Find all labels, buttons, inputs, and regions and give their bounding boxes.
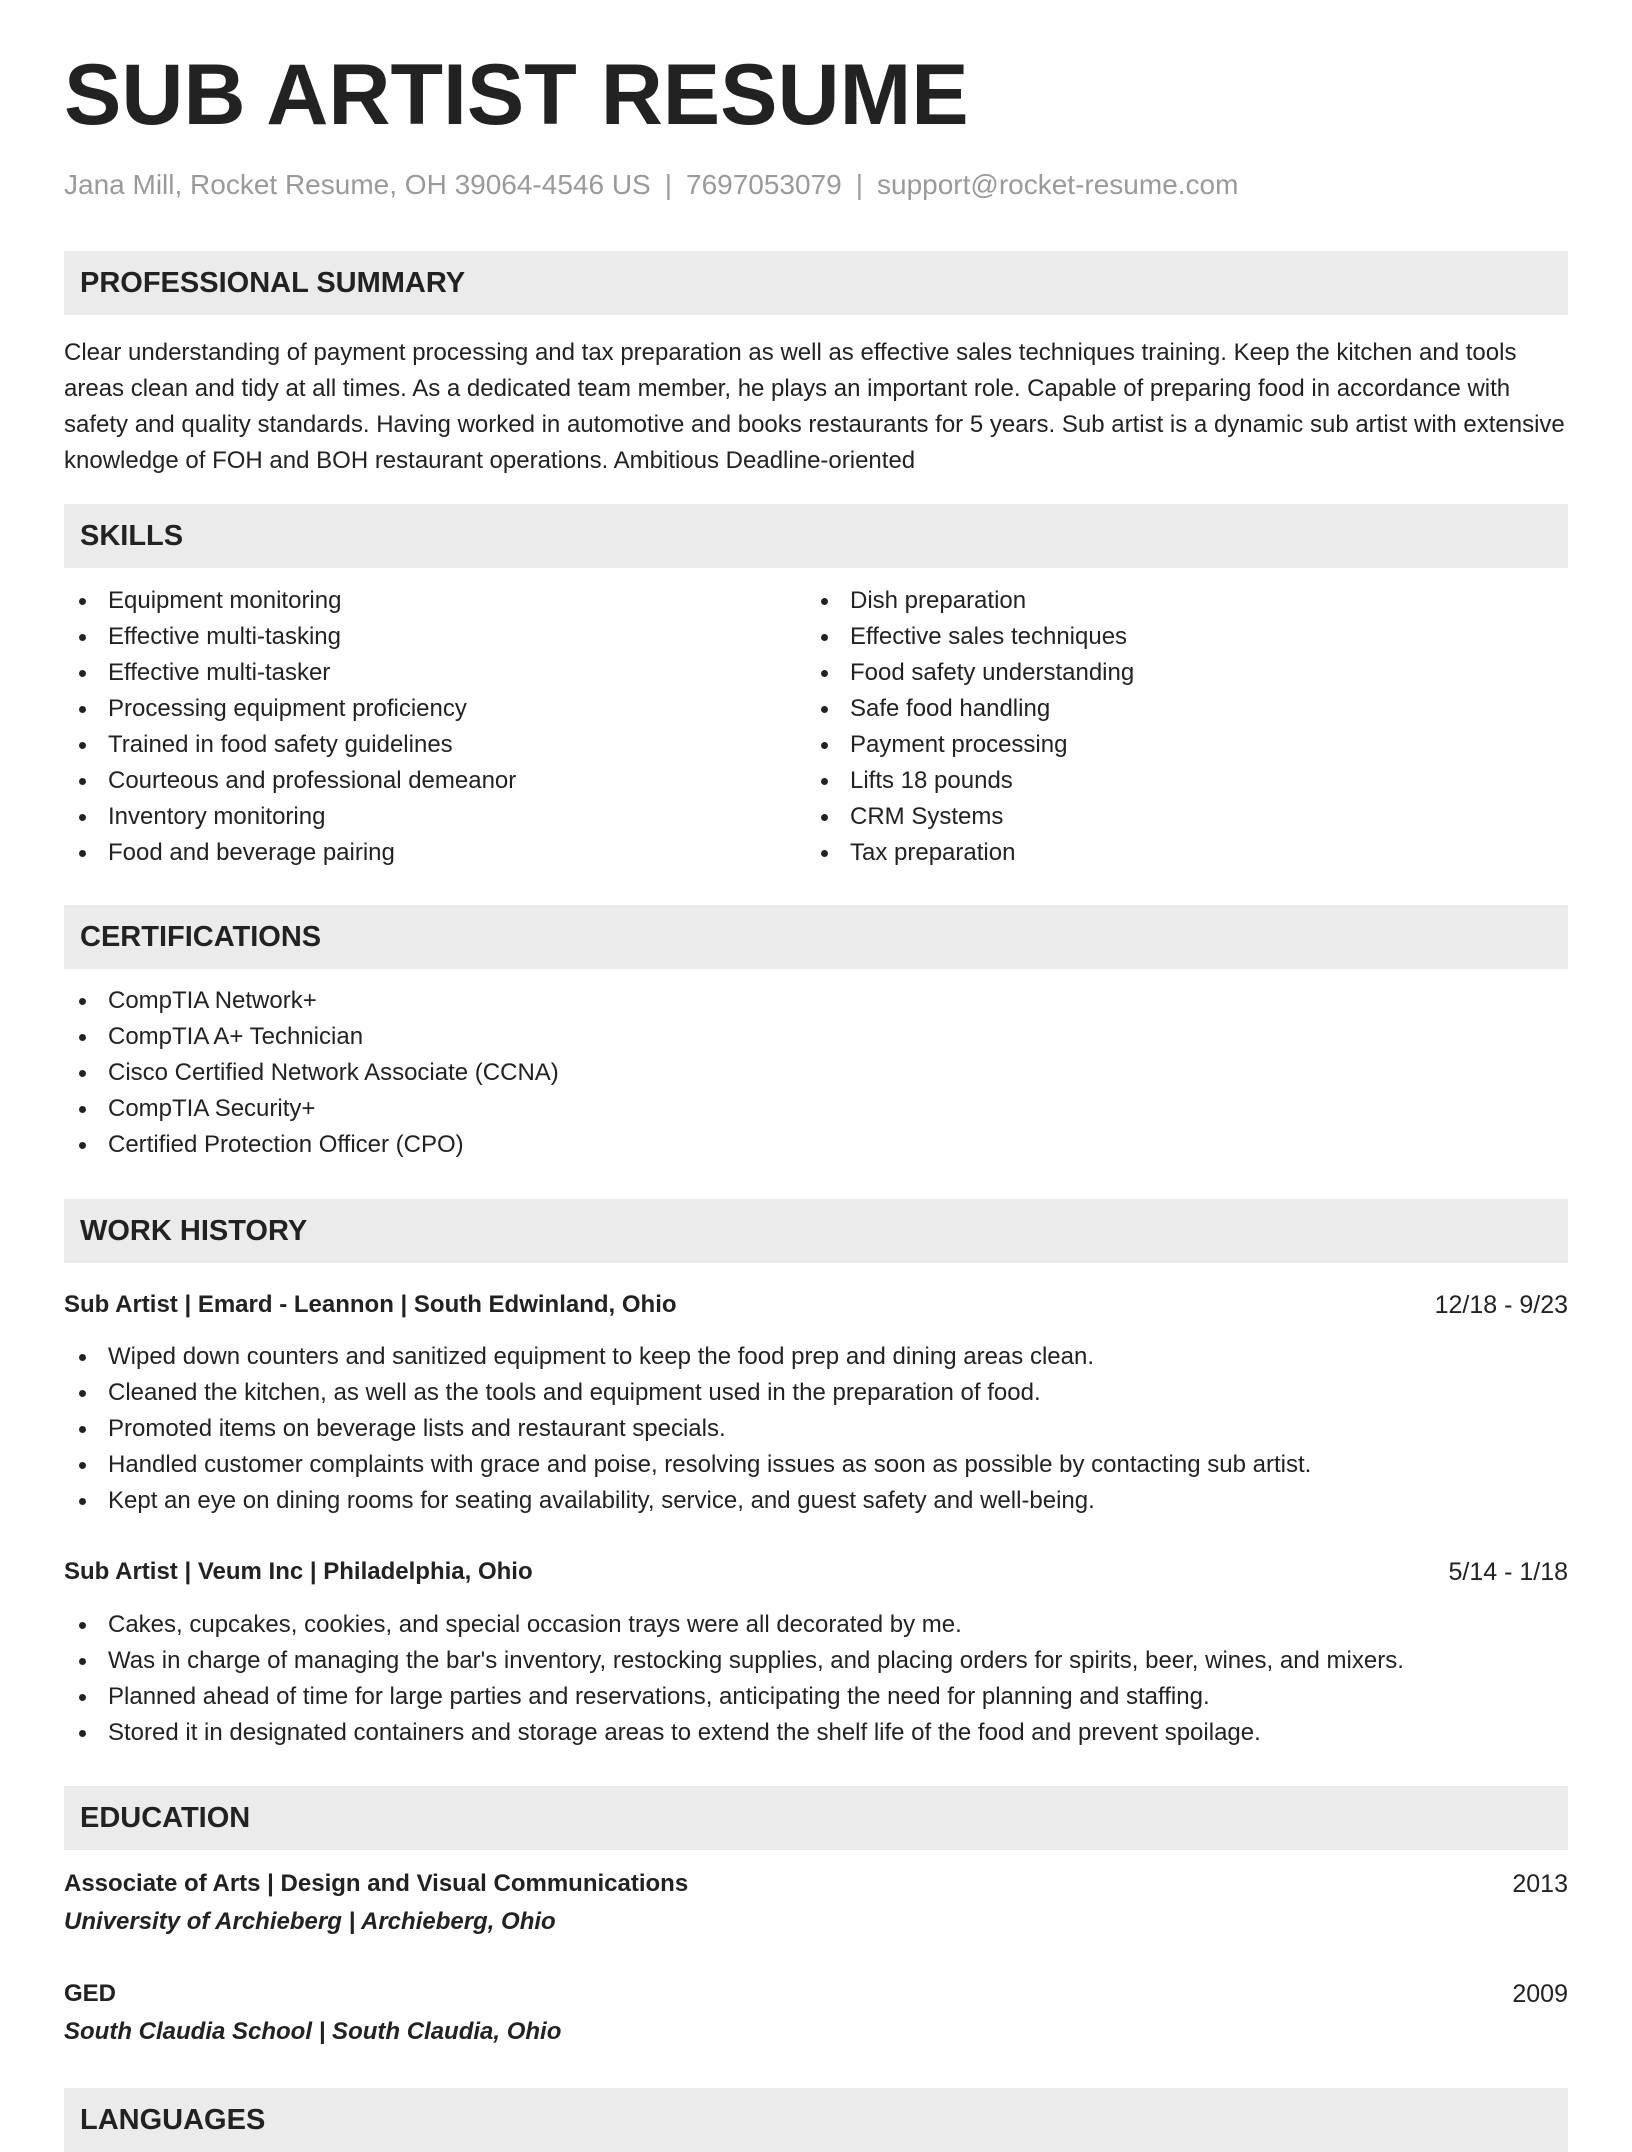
job-bullets: [64, 1607, 1568, 1751]
list-item: Safe food handling: [806, 691, 1546, 727]
education-degree: Associate of Arts | Design and Visual Communications: [64, 1870, 689, 1897]
contact-phone: 7697053079: [686, 169, 842, 200]
education-school: University of Archieberg | Archieberg, Ohio: [64, 1908, 556, 1935]
education-degree: GED: [64, 1980, 117, 2007]
list-item: Food safety understanding: [806, 655, 1546, 691]
list-item: Effective sales techniques: [806, 619, 1546, 655]
summary-text: Clear understanding of payment processing and tax preparation as well as effective sales techniques training. Keep the kitchen and tools areas clean and tidy at all times. As a dedicated team member, he plays an important role. Capable of preparing food in accordance with safety and quality standards. Having worked in automotive and books restaurants for 5 years. Sub artist is a dynamic sub artist with extensive knowledge of FOH and BOH restaurant operations. Ambitious Deadline-oriented: [64, 339, 1565, 474]
list-item: Stored it in designated containers and storage areas to extend the shelf life of the food and prevent spoilage.: [64, 1715, 1568, 1751]
list-item: Certified Protection Officer (CPO): [64, 1127, 1568, 1163]
job-dates: 5/14 - 1/18: [1448, 1558, 1568, 1586]
job-title: Sub Artist | Veum Inc | Philadelphia, Ohio: [64, 1558, 533, 1585]
job-header: [64, 1554, 1568, 1590]
job-bullets: [64, 1339, 1568, 1519]
summary-heading: PROFESSIONAL SUMMARY: [64, 251, 1568, 315]
education-heading: EDUCATION: [64, 1786, 1568, 1850]
list-item: Cakes, cupcakes, cookies, and special occasion trays were all decorated by me.: [64, 1607, 1568, 1643]
list-item: CompTIA Security+: [64, 1091, 1568, 1127]
contact-separator: |: [664, 169, 672, 200]
list-item: Cleaned the kitchen, as well as the tools and equipment used in the preparation of food.: [64, 1375, 1568, 1411]
list-item: Equipment monitoring: [64, 583, 804, 619]
list-item: Planned ahead of time for large parties and reservations, anticipating the need for planning and staffing.: [64, 1679, 1568, 1715]
list-item: Effective multi-tasker: [64, 655, 804, 691]
list-item: Trained in food safety guidelines: [64, 727, 804, 763]
list-item: Tax preparation: [806, 835, 1546, 871]
education-degree-row: [64, 1866, 1568, 1902]
education-year: 2013: [1512, 1870, 1568, 1898]
contact-separator: |: [855, 169, 864, 200]
list-item: Promoted items on beverage lists and restaurant specials.: [64, 1411, 1568, 1447]
contact-line: [64, 168, 1238, 202]
education-year: 2009: [1512, 1980, 1568, 2008]
list-item: Inventory monitoring: [64, 799, 804, 835]
list-item: Effective multi-tasking: [64, 619, 804, 655]
contact-email: support@rocket-resume.com: [877, 169, 1239, 200]
contact-address: Jana Mill, Rocket Resume, OH 39064-4546 US: [64, 169, 651, 200]
list-item: Processing equipment proficiency: [64, 691, 804, 727]
job-dates: 12/18 - 9/23: [1434, 1291, 1568, 1319]
list-item: CRM Systems: [806, 799, 1546, 835]
education-school: South Claudia School | South Claudia, Ohio: [64, 2018, 562, 2045]
list-item: Was in charge of managing the bar's inventory, restocking supplies, and placing orders for spirits, beer, wines, and mixers.: [64, 1643, 1568, 1679]
languages-heading: LANGUAGES: [64, 2088, 1568, 2152]
education-degree-row: [64, 1976, 1568, 2012]
list-item: Kept an eye on dining rooms for seating availability, service, and guest safety and well-being.: [64, 1483, 1568, 1519]
list-item: Handled customer complaints with grace and poise, resolving issues as soon as possible by contacting sub artist.: [64, 1447, 1568, 1483]
list-item: CompTIA Network+: [64, 983, 1568, 1019]
list-item: Cisco Certified Network Associate (CCNA): [64, 1055, 1568, 1091]
job-header: [64, 1287, 1568, 1323]
work-history-heading: WORK HISTORY: [64, 1199, 1568, 1263]
list-item: Courteous and professional demeanor: [64, 763, 804, 799]
list-item: Dish preparation: [806, 583, 1546, 619]
resume-title: SUB ARTIST RESUME: [64, 47, 969, 143]
list-item: Food and beverage pairing: [64, 835, 804, 871]
certifications-list: [64, 983, 1568, 1163]
list-item: Payment processing: [806, 727, 1546, 763]
list-item: Wiped down counters and sanitized equipment to keep the food prep and dining areas clean.: [64, 1339, 1568, 1375]
skills-heading: SKILLS: [64, 504, 1568, 568]
list-item: CompTIA A+ Technician: [64, 1019, 1568, 1055]
skills-list-right: [806, 583, 1546, 871]
skills-list-left: [64, 583, 804, 871]
job-title: Sub Artist | Emard - Leannon | South Edwinland, Ohio: [64, 1291, 677, 1318]
certifications-heading: CERTIFICATIONS: [64, 905, 1568, 969]
list-item: Lifts 18 pounds: [806, 763, 1546, 799]
